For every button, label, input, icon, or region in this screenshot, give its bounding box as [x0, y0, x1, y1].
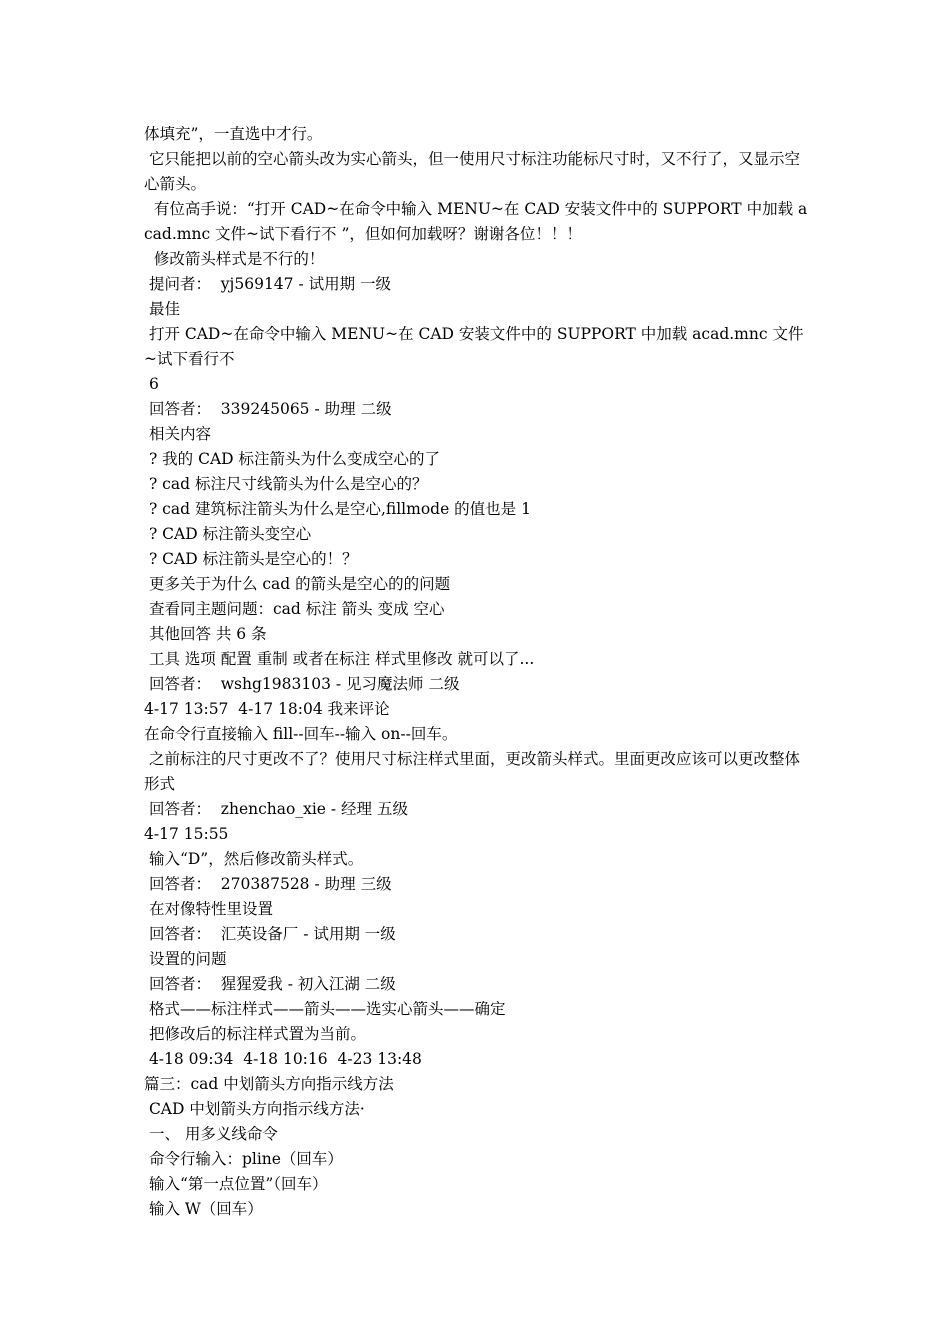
answer-text: 输入“D”，然后修改箭头样式。: [144, 850, 364, 868]
timestamp-line: 4-17 15:55: [144, 825, 229, 843]
related-item[interactable]: ? cad 标注尺寸线箭头为什么是空心的？: [144, 475, 428, 493]
method-heading: 一、 用多义线命令: [144, 1125, 278, 1143]
answer-text: 工具 选项 配置 重制 或者在标注 样式里修改 就可以了...: [144, 650, 535, 668]
answer-text: 在命令行直接输入 fill--回车--输入 on--回车。: [144, 725, 458, 743]
instruction-line: 输入“第一点位置”（回车）: [144, 1175, 328, 1193]
more-questions-link[interactable]: 更多关于为什么 cad 的箭头是空心的的问题: [144, 575, 451, 593]
best-answer-label: 最佳: [144, 300, 180, 318]
answer-text: 格式——标注样式——箭头——选实心箭头——确定: [144, 1000, 506, 1018]
asker-line: 提问者： yj569147 - 试用期 一级: [144, 275, 392, 293]
answerer-line: 回答者： zhenchao_xie - 经理 五级: [144, 800, 408, 818]
text-line: 它只能把以前的空心箭头改为实心箭头，但一使用尺寸标注功能标尺寸时，又不行了，又显示空心箭头。: [144, 150, 800, 193]
instruction-line: 命令行输入：pline（回车）: [144, 1150, 343, 1168]
section-subtitle: CAD 中划箭头方向指示线方法·: [144, 1100, 365, 1118]
topic-line: 查看同主题问题：cad 标注 箭头 变成 空心: [144, 600, 445, 618]
answer-text: 设置的问题: [144, 950, 227, 968]
answerer-line: 回答者： 猩猩爱我 - 初入江湖 二级: [144, 975, 396, 993]
vote-count: 6: [144, 375, 159, 393]
text-line: 修改箭头样式是不行的！: [144, 250, 325, 268]
best-answer-text: 打开 CAD~在命令中输入 MENU~在 CAD 安装文件中的 SUPPORT 中加载 acad.mnc 文件~试下看行不: [144, 325, 804, 368]
section-heading: 篇三：cad 中划箭头方向指示线方法: [144, 1075, 394, 1093]
answerer-line: 回答者： 汇英设备厂 - 试用期 一级: [144, 925, 396, 943]
answer-text: 之前标注的尺寸更改不了？使用尺寸标注样式里面，更改箭头样式。里面更改应该可以更改整体形式: [144, 750, 800, 793]
text-line: 体填充”，一直选中才行。: [144, 125, 323, 143]
related-item[interactable]: ? 我的 CAD 标注箭头为什么变成空心的了: [144, 450, 441, 468]
answerer-line: 回答者： wshg1983103 - 见习魔法师 二级: [144, 675, 460, 693]
answer-text: 把修改后的标注样式置为当前。: [144, 1025, 366, 1043]
answer-text: 在对像特性里设置: [144, 900, 273, 918]
related-item[interactable]: ? cad 建筑标注箭头为什么是空心,fillmode 的值也是 1: [144, 500, 531, 518]
answerer-line: 回答者： 270387528 - 助理 三级: [144, 875, 392, 893]
text-line: 有位高手说：“打开 CAD~在命令中输入 MENU~在 CAD 安装文件中的 SUPPORT 中加载 acad.mnc 文件~试下看行不 ”，但如何加载呀？谢谢各位！！！: [144, 200, 808, 243]
related-heading: 相关内容: [144, 425, 211, 443]
timestamp-line: 4-17 13:57 4-17 18:04 我来评论: [144, 700, 390, 718]
related-item[interactable]: ? CAD 标注箭头是空心的！？: [144, 550, 358, 568]
instruction-line: 输入 W（回车）: [144, 1200, 263, 1218]
document-body: [144, 122, 812, 1222]
related-item[interactable]: ? CAD 标注箭头变空心: [144, 525, 312, 543]
other-answers-heading: 其他回答 共 6 条: [144, 625, 267, 643]
timestamp-line: 4-18 09:34 4-18 10:16 4-23 13:48: [144, 1050, 422, 1068]
answerer-line: 回答者： 339245065 - 助理 二级: [144, 400, 392, 418]
